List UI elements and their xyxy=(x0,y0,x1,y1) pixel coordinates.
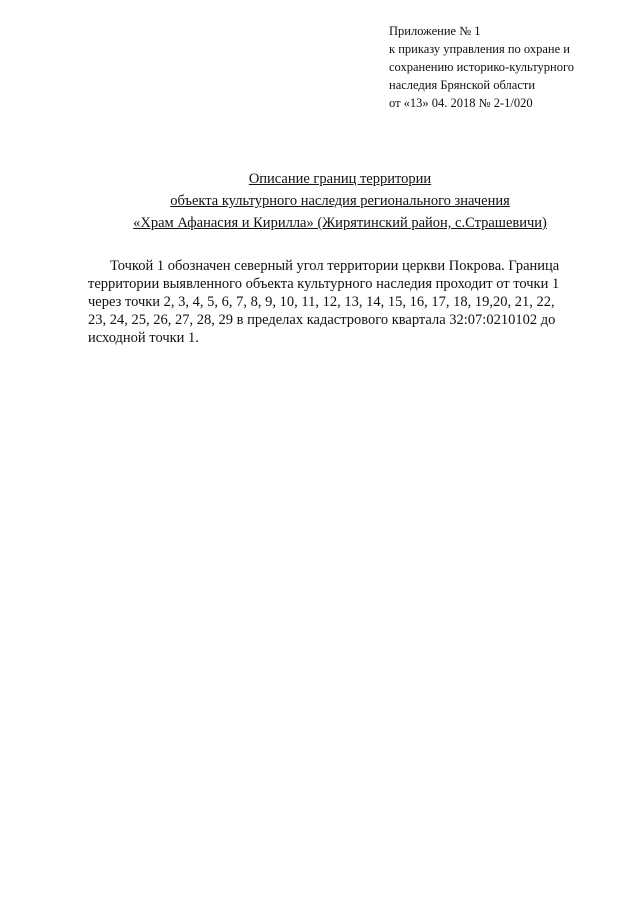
body-line-3: через точки 2, 3, 4, 5, 6, 7, 8, 9, 10, 11, 12, 13, 14, 15, 16, 17, 18, 19,20, 21, 22, xyxy=(88,294,555,310)
description-paragraph xyxy=(88,257,608,347)
title-line-3: «Храм Афанасия и Кирилла» (Жирятинский район, с.Страшевичи) xyxy=(133,215,547,231)
title-line-2: объекта культурного наследия регионального значения xyxy=(170,193,510,209)
appendix-line-4: наследия Брянской области xyxy=(389,78,536,92)
appendix-header xyxy=(389,22,629,112)
body-line-1: Точкой 1 обозначен северный угол территории церкви Покрова. Граница xyxy=(110,258,560,274)
appendix-line-5: от «13» 04. 2018 № 2-1/020 xyxy=(389,96,533,110)
appendix-line-2: к приказу управления по охране и xyxy=(389,42,570,56)
appendix-line-1: Приложение № 1 xyxy=(389,24,481,38)
document-title xyxy=(40,168,640,234)
appendix-line-3: сохранению историко-культурного xyxy=(389,60,575,74)
body-line-2: территории выявленного объекта культурного наследия проходит от точки 1 xyxy=(88,276,560,292)
title-line-1: Описание границ территории xyxy=(248,171,432,187)
body-line-5: исходной точки 1. xyxy=(88,330,199,346)
body-line-4: 23, 24, 25, 26, 27, 28, 29 в пределах кадастрового квартала 32:07:0210102 до xyxy=(88,312,556,328)
